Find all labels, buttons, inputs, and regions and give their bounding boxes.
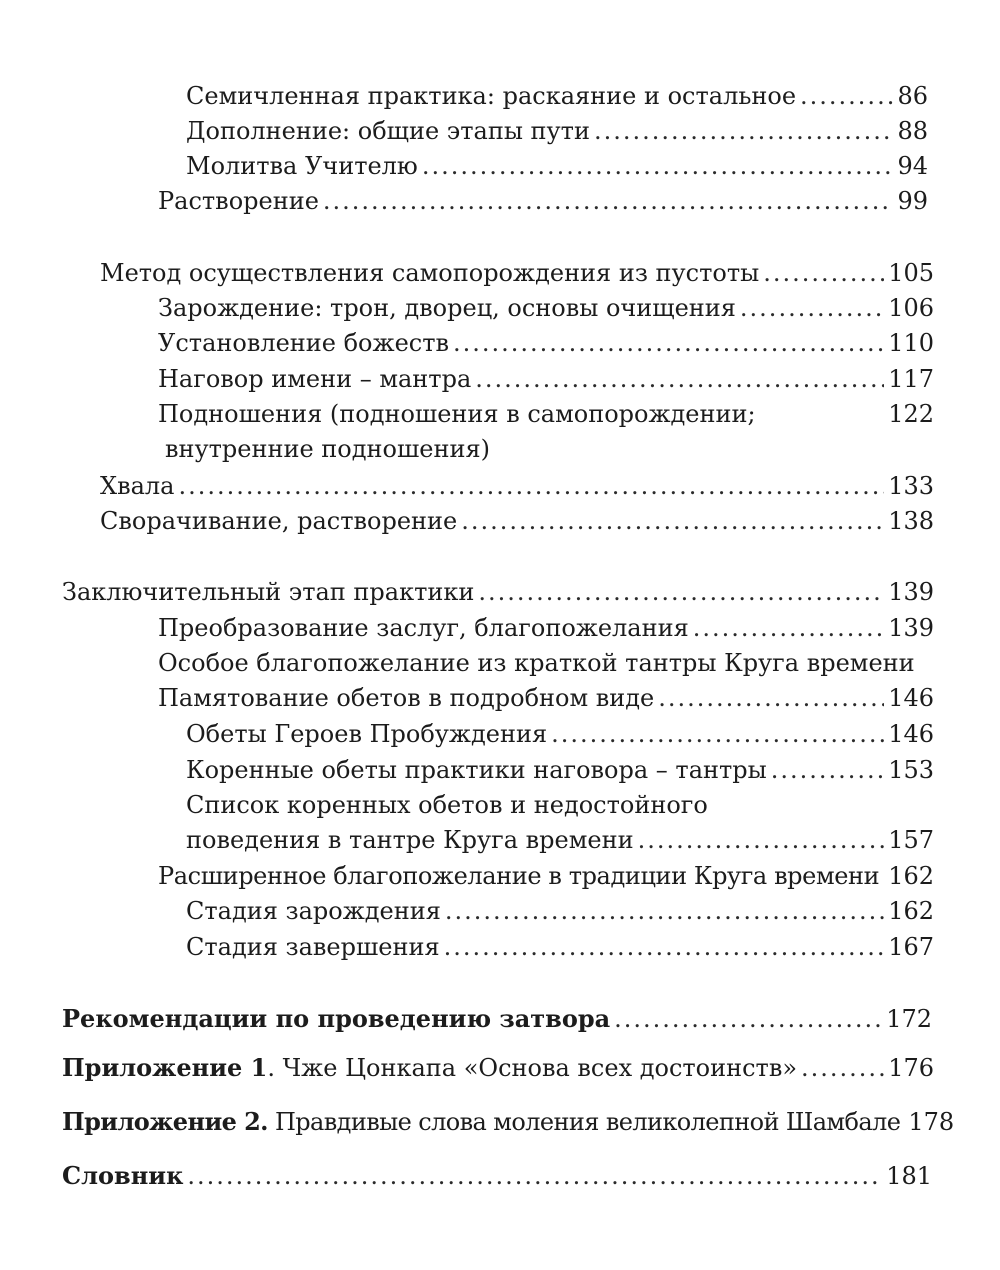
toc-entry-title: Наговор имени – мантра (158, 365, 472, 393)
leader-dots (800, 80, 893, 112)
toc-entry[interactable] (158, 185, 928, 217)
toc-entry-page: 153 (888, 756, 934, 784)
leader-dots (801, 1052, 884, 1084)
appendix-label: Приложение 1 (62, 1053, 268, 1082)
toc-entry-title: Рекомендации по проведению затвора (62, 1004, 611, 1033)
toc-entry-title: Обеты Героев Пробуждения (186, 720, 548, 748)
toc-entry-page: 157 (888, 826, 934, 854)
toc-entry-page: 86 (897, 82, 928, 110)
toc-entry-page: 110 (888, 329, 934, 357)
toc-entry[interactable] (62, 1052, 934, 1084)
toc-entry-page: 94 (897, 152, 928, 180)
leader-dots (475, 363, 884, 395)
leader-dots (444, 931, 885, 963)
toc-entry-title: Метод осуществления самопорождения из пустоты (100, 259, 760, 287)
toc-entry-title[interactable]: Список коренных обетов и недостойного (186, 791, 708, 819)
toc-entry[interactable] (62, 1106, 955, 1138)
toc-entry[interactable] (62, 1160, 932, 1192)
leader-dots (658, 682, 884, 714)
toc-entry-title (62, 1106, 900, 1138)
toc-entry-page: 139 (888, 614, 934, 642)
toc-entry[interactable] (186, 895, 934, 927)
toc-entry-title: поведения в тантре Круга времени (186, 826, 634, 854)
toc-entry[interactable] (158, 682, 934, 714)
leader-dots (693, 612, 884, 644)
leader-dots (551, 718, 884, 750)
toc-entry[interactable] (100, 505, 934, 537)
toc-entry-page: 146 (888, 720, 934, 748)
toc-entry-page: 122 (888, 400, 934, 428)
toc-entry-title: Хвала (100, 472, 175, 500)
toc-entry-title: Стадия зарождения (186, 897, 441, 925)
toc-entry-title: Растворение (158, 187, 319, 215)
toc-entry-page: 172 (886, 1005, 932, 1033)
leader-dots (178, 470, 884, 502)
toc-entry-title: Заключительный этап практики (62, 578, 475, 606)
toc-entry-title: Коренные обеты практики наговора – тантры (186, 756, 767, 784)
leader-dots (445, 895, 884, 927)
toc-entry[interactable] (186, 718, 934, 750)
toc-entry[interactable] (186, 824, 934, 856)
leader-dots (187, 1160, 882, 1192)
toc-entry-title: Сворачивание, растворение (100, 507, 458, 535)
toc-entry[interactable] (158, 327, 934, 359)
toc-entry[interactable] (186, 754, 934, 786)
appendix-title: Правдивые слова моления великолепной Шамбале (267, 1108, 901, 1136)
toc-entry-page: 138 (888, 507, 934, 535)
appendix-label: Приложение 2. (62, 1107, 268, 1136)
toc-entry[interactable] (100, 470, 934, 502)
toc-entry-title: Расширенное благопожелание в традиции Круга времени (158, 862, 880, 890)
toc-entry[interactable] (158, 612, 934, 644)
leader-dots (323, 185, 894, 217)
toc-entry-page: 176 (888, 1054, 934, 1082)
toc-entry-page: 88 (897, 117, 928, 145)
toc-entry[interactable] (100, 257, 934, 289)
toc-entry-title: Молитва Учителю (186, 152, 418, 180)
toc-entry-continuation: внутренние подношения) (165, 435, 490, 463)
leader-dots (740, 292, 884, 324)
toc-entry-page: 139 (888, 578, 934, 606)
toc-entry[interactable] (158, 292, 934, 324)
toc-entry[interactable] (186, 150, 928, 182)
toc-entry[interactable] (158, 398, 934, 430)
toc-entry-title: Словник (62, 1161, 184, 1190)
toc-entry-page: 106 (888, 294, 934, 322)
leader-dots (763, 257, 884, 289)
leader-dots (883, 860, 884, 892)
leader-dots (478, 576, 884, 608)
toc-entry-page: 167 (888, 933, 934, 961)
toc-entry[interactable] (158, 363, 934, 395)
toc-entry[interactable] (186, 80, 928, 112)
leader-dots (771, 754, 884, 786)
toc-entry-page: 133 (888, 472, 934, 500)
toc-entry-title[interactable]: Особое благопожелание из краткой тантры Круга времени (158, 649, 915, 677)
leader-dots (461, 505, 884, 537)
leader-dots (638, 824, 885, 856)
toc-entry-title: Преобразование заслуг, благопожелания (158, 614, 689, 642)
toc-entry-title: Семичленная практика: раскаяние и остальное (186, 82, 797, 110)
toc-entry[interactable] (186, 931, 934, 963)
toc-entry-page: 162 (888, 897, 934, 925)
toc-entry-title: Стадия завершения (186, 933, 440, 961)
toc-entry-page: 162 (888, 862, 934, 890)
toc-entry-page: 181 (886, 1162, 932, 1190)
toc-entry-title: Дополнение: общие этапы пути (186, 117, 590, 145)
leader-dots (422, 150, 894, 182)
toc-entry-page: 105 (888, 259, 934, 287)
toc-entry[interactable] (62, 576, 934, 608)
toc-entry-title: Памятование обетов в подробном виде (158, 684, 655, 712)
appendix-title: . Чже Цонкапа «Основа всех достоинств» (267, 1054, 798, 1082)
toc-entry[interactable] (158, 860, 934, 892)
toc-entry[interactable] (186, 115, 928, 147)
toc-entry-title: Установление божеств (158, 329, 450, 357)
toc-entry-title: Зарождение: трон, дворец, основы очищения (158, 294, 736, 322)
leader-dots (594, 115, 894, 147)
toc-entry-page: 117 (888, 365, 934, 393)
toc-entry-title (62, 1052, 797, 1084)
toc-entry-page: 99 (897, 187, 928, 215)
toc-entry[interactable] (62, 1003, 932, 1035)
toc-entry-title: Подношения (подношения в самопорождении; (158, 400, 756, 428)
toc-entry-page: 178 (908, 1108, 955, 1136)
leader-dots (453, 327, 884, 359)
leader-dots (614, 1003, 882, 1035)
toc-entry-page: 146 (888, 684, 934, 712)
